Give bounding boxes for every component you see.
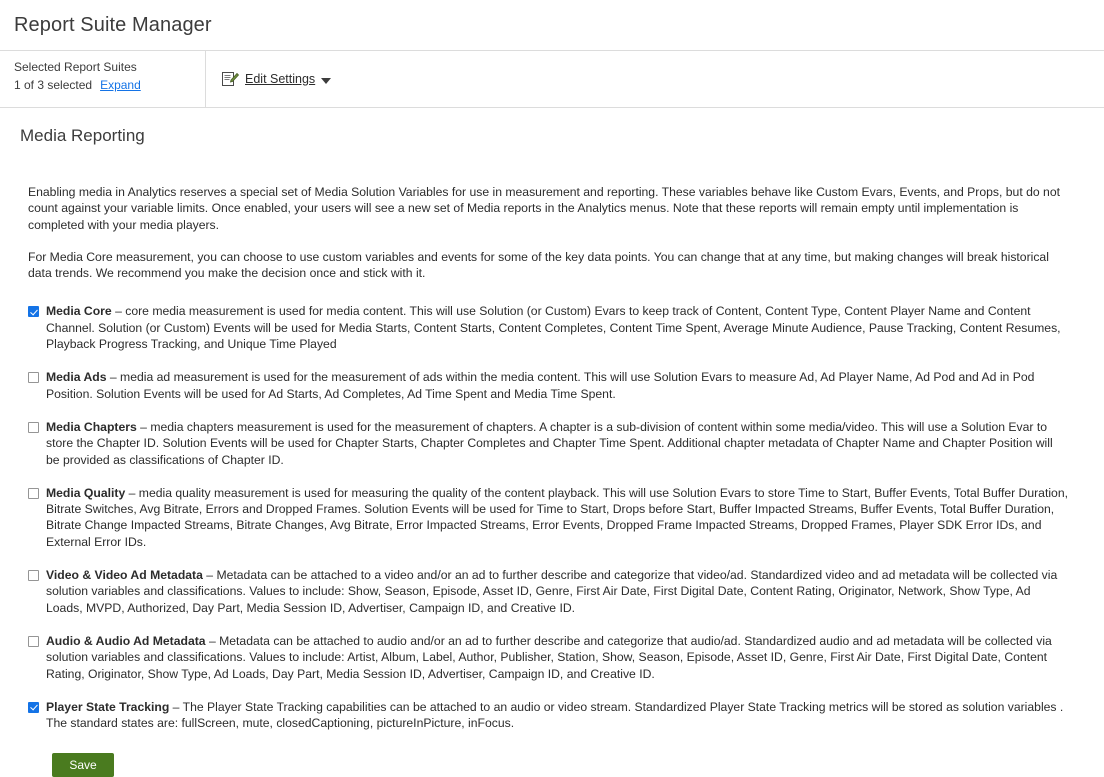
checkbox-media-quality[interactable] <box>28 488 39 499</box>
selected-count-row <box>14 77 205 93</box>
option-media-chapters-label: Media Chapters <box>46 419 137 434</box>
selected-count-text: 1 of 3 selected <box>14 78 93 92</box>
toolbar <box>0 51 1104 108</box>
main-content <box>0 146 1104 777</box>
window-titlebar <box>0 0 1104 51</box>
media-options-list <box>28 303 1074 731</box>
intro-paragraph-1: Enabling media in Analytics reserves a special set of Media Solution Variables for use in measurement and reporting. These variables behave like Custom Evars, Events, and Props, but do not count against your variable limits. Once enabled, your users will see a new set of Media reports in the Analytics menus. Note that these reports will remain empty until implementation is completed with your media players. <box>28 185 1060 232</box>
option-player-state-tracking-label: Player State Tracking <box>46 699 170 714</box>
option-media-quality[interactable] <box>28 485 1074 550</box>
option-media-chapters[interactable] <box>28 419 1074 468</box>
option-player-state-tracking-text <box>46 699 1068 732</box>
checkbox-media-ads[interactable] <box>28 372 39 383</box>
chevron-down-icon[interactable] <box>321 78 331 84</box>
selected-report-suites-label: Selected Report Suites <box>14 60 137 74</box>
option-player-state-tracking[interactable] <box>28 699 1074 732</box>
option-media-core-description: – core media measurement is used for media content. This will use Solution (or Custom) Evars to keep track of Content, Content Type, Content Player Name and Content Channel. Solution (or Custom) Events will be used for Media Starts, Content Starts, Content Completes, Content Time Spent, Average Minute Audience, Pause Tracking, Content Resumes, Playback Progress Tracking, and Unique Time Played <box>46 304 1061 352</box>
checkbox-player-state-tracking[interactable] <box>28 702 39 713</box>
option-media-ads-label: Media Ads <box>46 370 107 385</box>
option-media-ads-text <box>46 369 1068 402</box>
option-audio-audio-ad-metadata-text <box>46 633 1068 682</box>
checkbox-media-core[interactable] <box>28 306 39 317</box>
option-player-state-tracking-description: – The Player State Tracking capabilities can be attached to an audio or video stream. Standardized Player State Tracking metrics will be stored as solution variables . The standard states are: fullScreen, mute, closedCaptioning, pictureInPicture, inFocus. <box>46 699 1064 731</box>
option-media-ads[interactable] <box>28 369 1074 402</box>
option-media-ads-description: – media ad measurement is used for the measurement of ads within the media content. This will use Solution Evars to measure Ad, Ad Player Name, Ad Pod and Ad in Pod Position. Solution Events will be used for Ad Starts, Ad Completes, Ad Time Spent and Media Time Spent. <box>46 370 1035 401</box>
option-media-core[interactable] <box>28 303 1074 352</box>
option-media-chapters-text <box>46 419 1068 468</box>
edit-settings-block[interactable] <box>206 51 331 107</box>
option-video-video-ad-metadata-description: – Metadata can be attached to a video and/or an ad to further describe and categorize that video/ad. Standardized video and ad metadata will be collected via solution variables and classifications. Values to include: Show, Season, Episode, Asset ID, Genre, First Air Date, First Digital Date, Content Rating, Originator, Network, Show Type, Ad Loads, MVPD, Authorized, Day Part, Media Session ID, Advertiser, Campaign ID, and Creative ID. <box>46 568 1058 615</box>
option-video-audio-ad-metadata[interactable] <box>28 567 1074 616</box>
option-audio-audio-ad-metadata-label: Audio & Audio Ad Metadata <box>46 633 206 648</box>
option-media-quality-label: Media Quality <box>46 485 126 500</box>
option-media-chapters-description: – media chapters measurement is used for the measurement of chapters. A chapter is a sub-division of content within some media/video. This will use a Solution Evar to store the Chapter ID. Solution Events will be used for Chapter Starts, Chapter Completes and Chapter Time Spent. Additional chapter metadata of Chapter Name and Chapter Position will be provided as classifications of Chapter ID. <box>46 419 1053 467</box>
page-title: Report Suite Manager <box>14 13 212 36</box>
section-heading: Media Reporting <box>20 126 145 145</box>
option-media-core-label: Media Core <box>46 304 112 319</box>
checkbox-video-video-ad-metadata[interactable] <box>28 570 39 581</box>
option-audio-audio-ad-metadata[interactable] <box>28 633 1074 682</box>
option-media-quality-text <box>46 485 1068 550</box>
expand-link[interactable]: Expand <box>100 78 141 92</box>
option-media-quality-description: – media quality measurement is used for measuring the quality of the content playback. This will use Solution Evars to store Time to Start, Buffer Events, Total Buffer Duration, Bitrate Switches, Avg Bitrate, Errors and Dropped Frames. Solution Events will be used for Time to Start, Drops before Start, Buffer Impacted Streams, Buffer Events, Total Buffer Duration, Bitrate Change Impacted Streams, Bitrate Changes, Avg Bitrate, Error Impacted Streams, Error Events, Dropped Frame Impacted Streams, Dropped Frames, Player SDK Error IDs, and External Error IDs. <box>46 485 1068 549</box>
option-video-video-ad-metadata-label: Video & Video Ad Metadata <box>46 568 203 583</box>
option-audio-audio-ad-metadata-description: – Metadata can be attached to audio and/or an ad to further describe and categorize that audio/ad. Standardized audio and ad metadata will be collected via solution variables and classifications. Values to include: Artist, Album, Label, Author, Publisher, Station, Show, Season, Episode, Asset ID, Genre, First Air Date, First Digital Date, Content Rating, Originator, Show Type, Ad Loads, Day Part, Media Session ID, Advertiser, Campaign ID, and Creative ID. <box>46 633 1052 681</box>
edit-settings-link[interactable]: Edit Settings <box>245 72 316 86</box>
intro-paragraph-2: For Media Core measurement, you can choose to use custom variables and events for some of the key data points. You can change that at any time, but making changes will break historical data trends. We recommend you make the decision once and stick with it. <box>28 249 1049 281</box>
save-button[interactable]: Save <box>52 753 114 777</box>
checkbox-audio-audio-ad-metadata[interactable] <box>28 636 39 647</box>
option-media-core-text <box>46 303 1068 352</box>
save-row <box>28 753 1074 777</box>
checkbox-media-chapters[interactable] <box>28 422 39 433</box>
option-video-video-ad-metadata-text <box>46 567 1068 616</box>
edit-document-icon <box>222 71 239 87</box>
selected-report-suites-block <box>0 51 206 107</box>
